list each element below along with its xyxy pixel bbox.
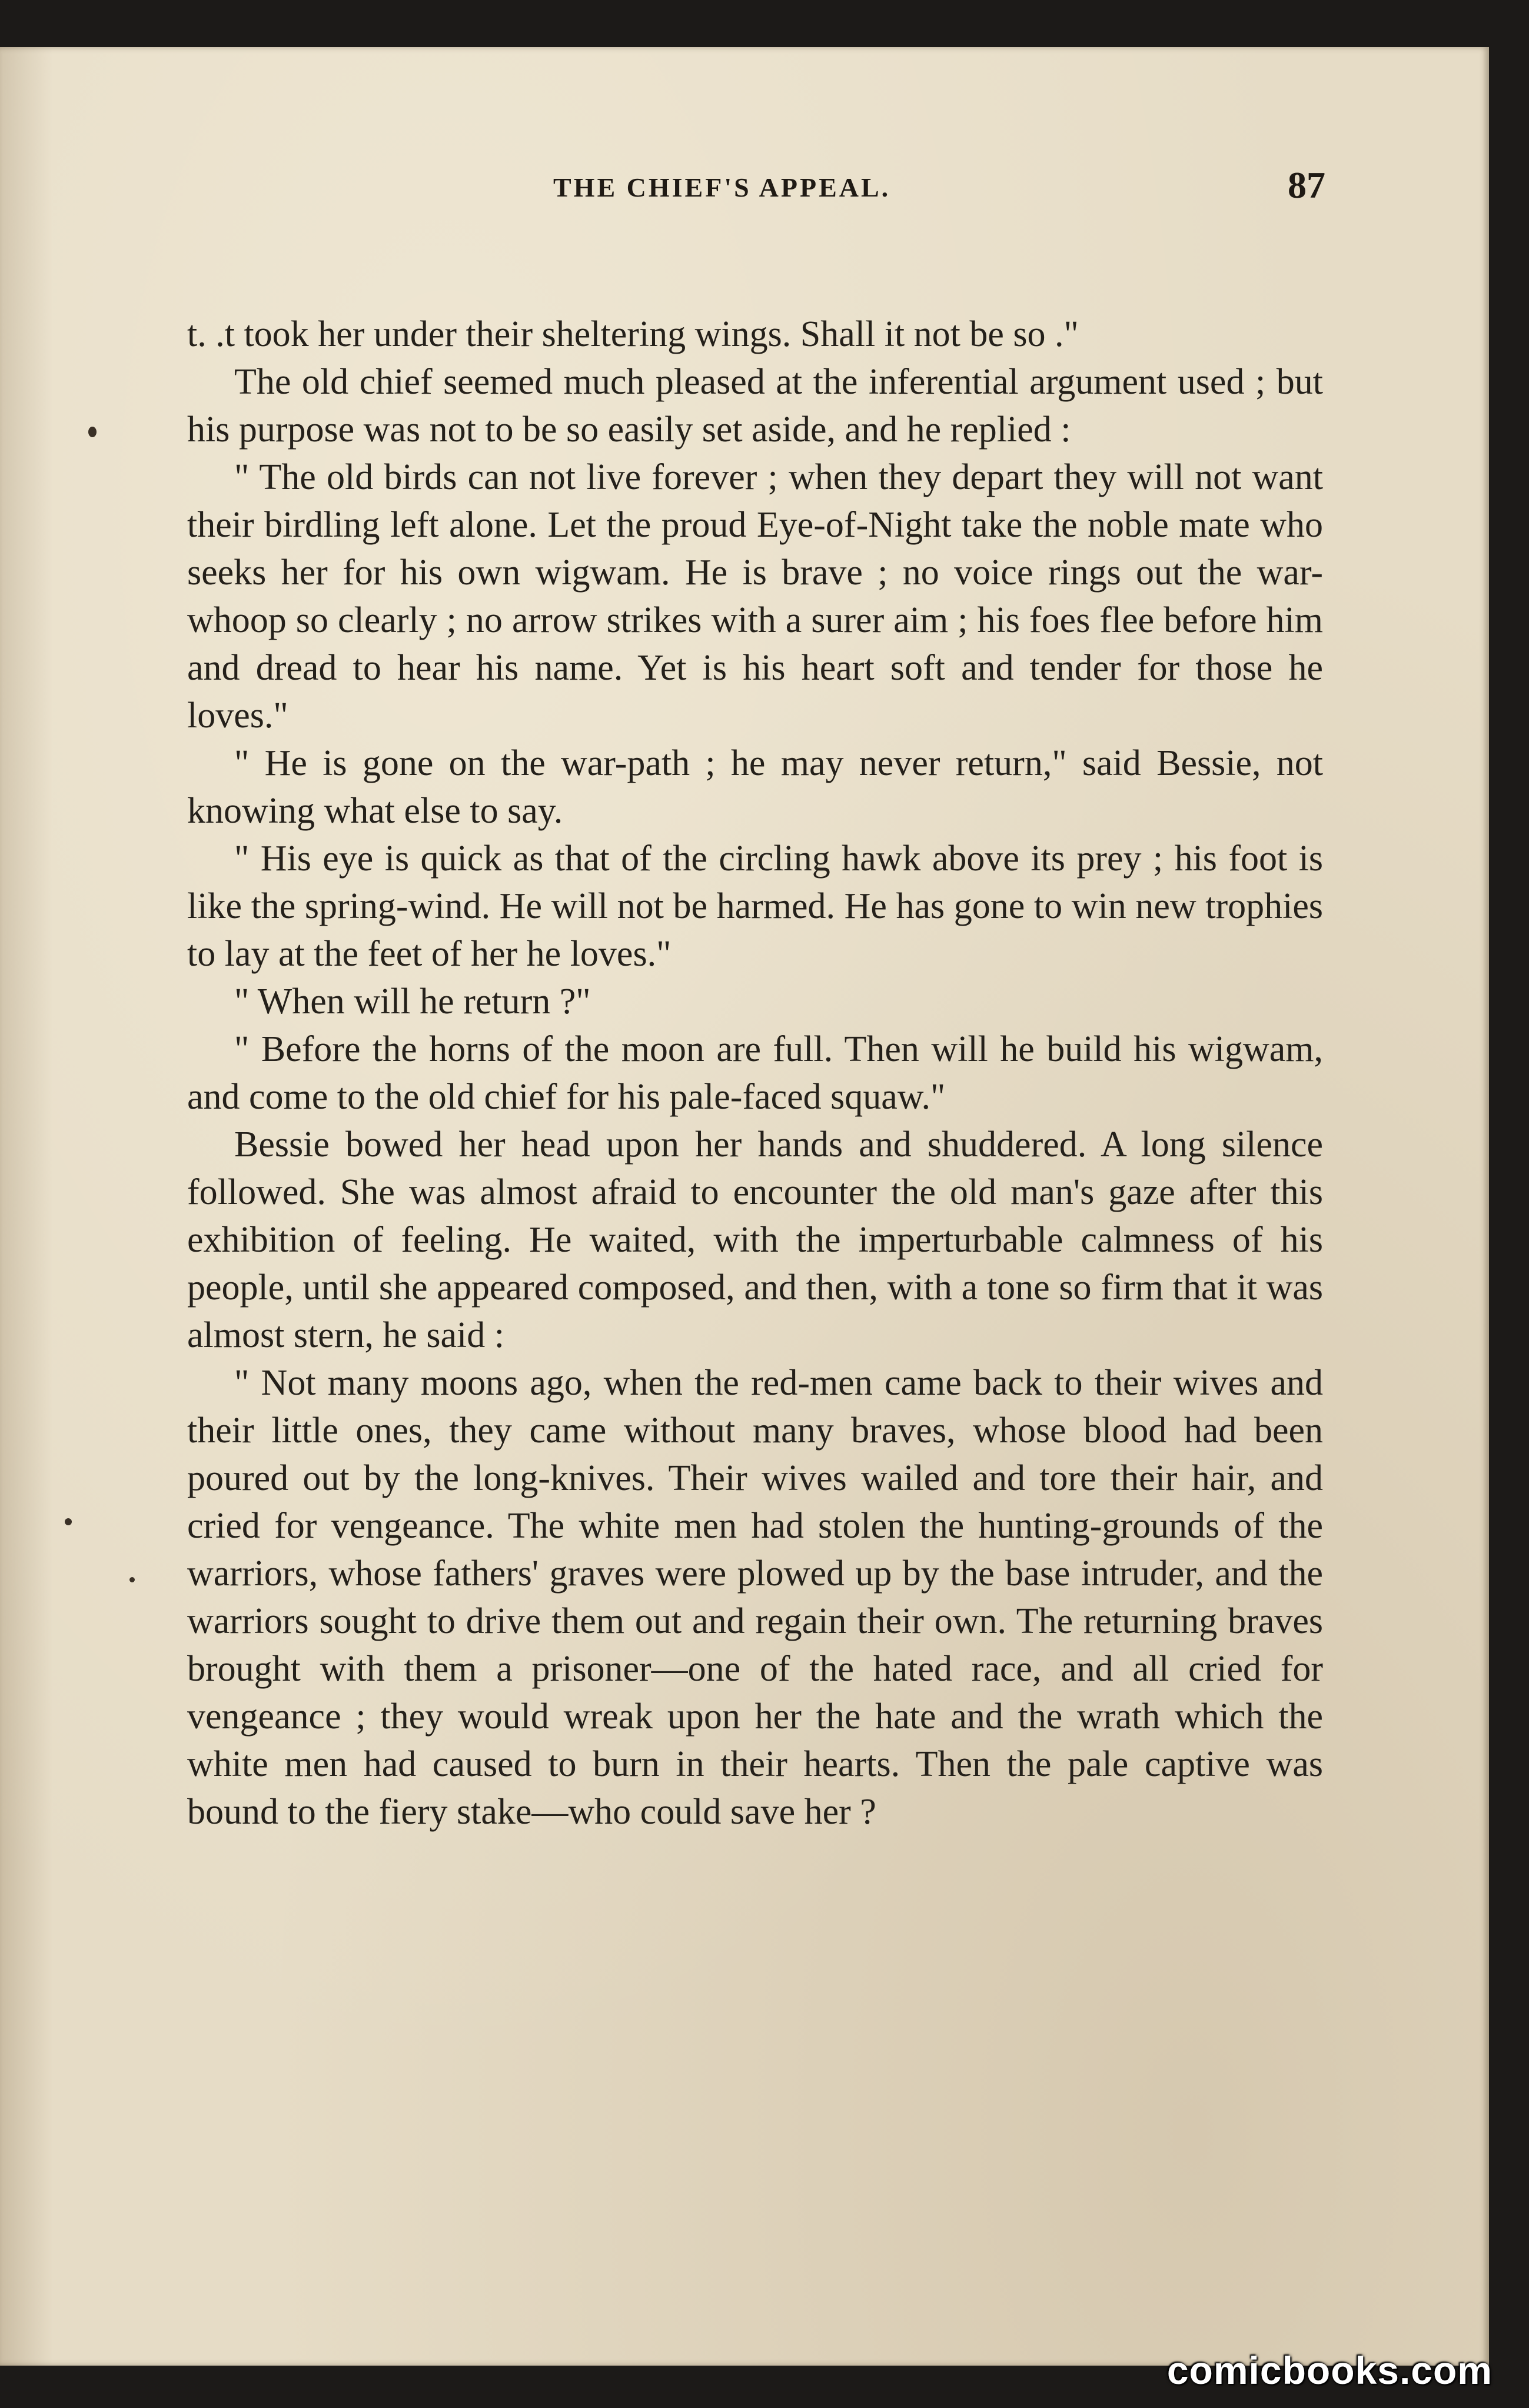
paper-speck xyxy=(88,427,97,437)
book-page xyxy=(0,47,1489,2366)
paragraph: " He is gone on the war-path ; he may never return," said Bessie, not knowing what else to say. xyxy=(187,743,1323,831)
paragraph: " When will he return ?" xyxy=(234,982,591,1022)
running-head: THE CHIEF'S APPEAL. xyxy=(553,172,891,202)
paragraph: Bessie bowed her head upon her hands and shuddered. A long silence followed. She was almost afraid to encounter the old man's gaze after this exhibition of feeling. He waited, with the imperturbable calmness of his people, until she appeared composed, and then, with a tone so firm that it was almost stern, he said : xyxy=(187,1125,1323,1355)
paper-speck xyxy=(65,1518,72,1525)
paragraph: " His eye is quick as that of the circling hawk above its prey ; his foot is like the spring-wind. He will not be harmed. He has gone to win new trophies to lay at the feet of her he loves." xyxy=(187,839,1323,974)
paragraph: " The old birds can not live forever ; when they depart they will not want their birdling left alone. Let the proud Eye-of-Night take the noble mate who seeks her for his own wigwam. He is brave ; no voice rings out the war-whoop so clearly ; no arrow strikes with a surer aim ; his foes flee before him and dread to hear his name. Yet is his heart soft and tender for those he loves." xyxy=(187,457,1323,736)
page-number: 87 xyxy=(1288,164,1325,206)
paragraph: t. .t took her under their sheltering wings. Shall it not be so ." xyxy=(187,314,1079,354)
body-text xyxy=(187,311,1323,1836)
paragraph: " Not many moons ago, when the red-men came back to their wives and their little ones, they came without many braves, whose blood had been poured out by the long-knives. Their wives wailed and tore their hair, and cried for vengeance. The white men had stolen the hunting-grounds of the warriors, whose fathers' graves were plowed up by the base intruder, and the warriors sought to drive them out and regain their own. The returning braves brought with them a prisoner—one of the hated race, and all cried for vengeance ; they would wreak upon her the hate and the wrath which the white men had caused to burn in their hearts. Then the pale captive was bound to the fiery stake—who could save her ? xyxy=(187,1363,1323,1832)
watermark: comicbooks.com xyxy=(1166,2349,1493,2392)
paragraph: The old chief seemed much pleased at the inferential argument used ; but his purpose was not to be so easily set aside, and he replied : xyxy=(187,362,1323,450)
paper-speck xyxy=(129,1577,135,1582)
paragraph: " Before the horns of the moon are full. Then will he build his wigwam, and come to the old chief for his pale-faced squaw." xyxy=(187,1029,1323,1117)
